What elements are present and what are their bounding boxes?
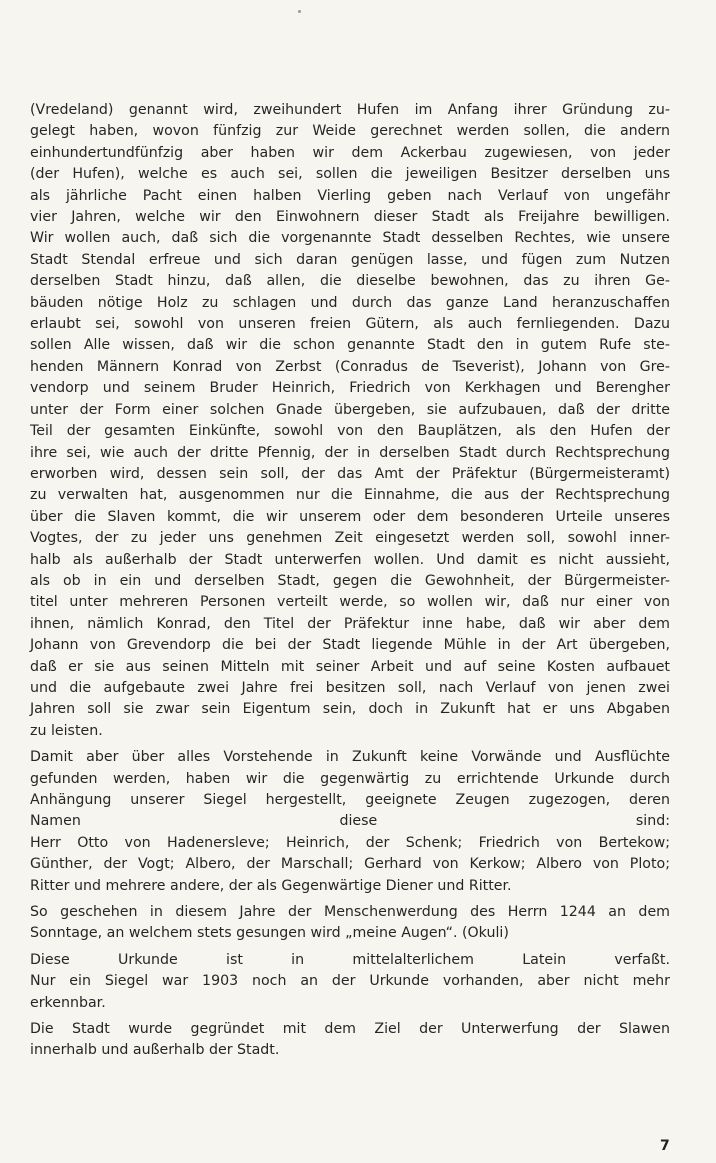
text-line: als jährliche Pacht einen halben Vierling geben nach Verlauf von ungefähr — [30, 187, 670, 204]
text-line: Damit aber über alles Vorstehende in Zukunft keine Vorwände und Ausflüchte — [30, 749, 670, 766]
text-line: und die aufgebaute zwei Jahre frei besitzen soll, nach Verlauf von jenen zwei — [30, 679, 670, 696]
text-line: erlaubt sei, sowohl von unseren freien Gütern, als auch fernliegenden. Dazu — [30, 316, 670, 333]
text-line: innerhalb und außerhalb der Stadt. — [30, 1042, 280, 1059]
text-line: Teil der gesamten Einkünfte, sowohl von den Bauplätzen, als den Hufen der — [30, 423, 670, 440]
text-line: titel unter mehreren Personen verteilt werde, so wollen wir, daß nur einer von — [30, 594, 670, 611]
text-line: Nur ein Siegel war 1903 noch an der Urkunde vorhanden, aber nicht mehr — [30, 973, 670, 990]
text-line: als ob in ein und derselben Stadt, gegen die Gewohnheit, der Bürgermeister- — [30, 572, 670, 589]
text-line: derselben Stadt hinzu, daß allen, die dieselbe bewohnen, das zu ihren Ge- — [30, 273, 670, 290]
text-line: einhundertundfünfzig aber haben wir dem Ackerbau zugewiesen, von jeder — [30, 144, 670, 161]
text-line: Herr Otto von Hadenersleve; Heinrich, der Schenk; Friedrich von Bertekow; — [30, 834, 670, 851]
text-line: Ritter und mehrere andere, der als Gegenwärtige Diener und Ritter. — [30, 877, 512, 894]
text-line: zu verwalten hat, ausgenommen nur die Einnahme, die aus der Rechtsprechung — [30, 487, 670, 504]
text-line: erworben wird, dessen sein soll, der das Amt der Präfektur (Bürgermeisteramt) — [30, 465, 670, 482]
text-line: bäuden nötige Holz zu schlagen und durch das ganze Land heranzuschaffen — [30, 294, 670, 311]
paragraph — [30, 747, 670, 897]
document-body — [30, 100, 670, 1067]
text-line: So geschehen in diesem Jahre der Menschenwerdung des Herrn 1244 an dem — [30, 904, 670, 921]
paragraph — [30, 1019, 670, 1062]
text-line: vier Jahren, welche wir den Einwohnern dieser Stadt als Freijahre bewilligen. — [30, 209, 670, 226]
text-line: ihre sei, wie auch der dritte Pfennig, der in derselben Stadt durch Rechtsprechung — [30, 444, 670, 461]
scan-speck — [298, 10, 301, 13]
paragraph — [30, 902, 670, 945]
text-line: erkennbar. — [30, 994, 106, 1011]
paragraph — [30, 950, 670, 1014]
text-line: Sonntage, an welchem stets gesungen wird „meine Augen“. (Okuli) — [30, 925, 509, 942]
text-line: unter der Form einer solchen Gnade übergeben, sie aufzubauen, daß der dritte — [30, 401, 670, 418]
text-line: halb als außerhalb der Stadt unterwerfen wollen. Und damit es nicht aussieht, — [30, 551, 670, 568]
text-line: Jahren soll sie zwar sein Eigentum sein, doch in Zukunft hat er uns Abgaben — [30, 701, 670, 718]
text-line: ihnen, nämlich Konrad, den Titel der Präfektur inne habe, daß wir aber dem — [30, 615, 670, 632]
text-line: Namen diese sind: — [30, 813, 670, 830]
text-line: (Vredeland) genannt wird, zweihundert Hufen im Anfang ihrer Gründung zu- — [30, 102, 670, 118]
text-line: henden Männern Konrad von Zerbst (Conradus de Tseverist), Johann von Gre- — [30, 358, 670, 375]
text-line: Wir wollen auch, daß sich die vorgenannte Stadt desselben Rechtes, wie unsere — [30, 230, 670, 247]
text-line: gelegt haben, wovon fünfzig zur Weide gerechnet werden sollen, die andern — [30, 123, 670, 140]
text-line: Vogtes, der zu jeder uns genehmen Zeit eingesetzt werden soll, sowohl inner- — [30, 530, 670, 547]
text-line: Diese Urkunde ist in mittelalterlichem Latein verfaßt. — [30, 951, 670, 968]
text-line: Stadt Stendal erfreue und sich daran genügen lasse, und fügen zum Nutzen — [30, 251, 670, 268]
text-line: Günther, der Vogt; Albero, der Marschall; Gerhard von Kerkow; Albero von Ploto; — [30, 856, 670, 873]
page-number: 7 — [660, 1138, 670, 1154]
text-line: Anhängung unserer Siegel hergestellt, geeignete Zeugen zugezogen, deren — [30, 792, 670, 808]
paragraph — [30, 100, 670, 742]
text-line: Die Stadt wurde gegründet mit dem Ziel der Unterwerfung der Slawen — [30, 1021, 670, 1038]
text-line: vendorp und seinem Bruder Heinrich, Friedrich von Kerkhagen und Berengher — [30, 380, 670, 397]
text-line: gefunden werden, haben wir die gegenwärtig zu errichtende Urkunde durch — [30, 770, 670, 787]
text-line: Johann von Grevendorp die bei der Stadt liegende Mühle in der Art übergeben, — [30, 637, 670, 654]
text-line: (der Hufen), welche es auch sei, sollen die jeweiligen Besitzer derselben uns — [30, 166, 670, 183]
text-line: sollen Alle wissen, daß wir die schon genannte Stadt den in gutem Rufe ste- — [30, 337, 670, 354]
text-line: zu leisten. — [30, 722, 103, 739]
text-line: über die Slaven kommt, die wir unserem oder dem besonderen Urteile unseres — [30, 508, 670, 525]
text-line: daß er sie aus seinen Mitteln mit seiner Arbeit und auf seine Kosten aufbauet — [30, 658, 670, 675]
